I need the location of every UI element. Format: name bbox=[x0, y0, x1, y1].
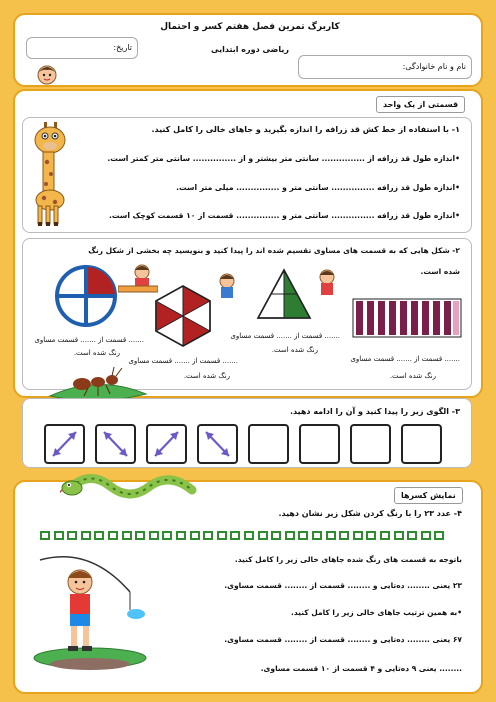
pattern-box-6[interactable] bbox=[299, 424, 340, 464]
pattern-box-7[interactable] bbox=[350, 424, 391, 464]
chain-cell[interactable] bbox=[285, 531, 295, 540]
chain-cell[interactable] bbox=[312, 531, 322, 540]
chain-cell[interactable] bbox=[108, 531, 118, 540]
q2-prompt-line1: ۲- شکل هایی که به قسمت های مساوی تقسیم شده اند را پیدا کنید و بنویسید چه بخشی از شکل رنگ bbox=[88, 246, 460, 255]
chain-cell[interactable] bbox=[135, 531, 145, 540]
chain-cell[interactable] bbox=[122, 531, 132, 540]
q1-prompt: ۱- با استفاده از خط کش قد زرافه را اندازه بگیرید و جاهای خالی را کامل کنید. bbox=[151, 125, 460, 134]
pattern-box-8[interactable] bbox=[401, 424, 442, 464]
caption-1-line2: رنگ شده است. bbox=[73, 349, 120, 357]
q1-line-1: •اندازه طول قد زرافه از ............... سانتی متر بیشتر و از ............... سانتی متر کمتر است. bbox=[107, 154, 460, 163]
pattern-box-2 bbox=[95, 424, 136, 464]
q4-subprompt2: •به همین ترتیب جاهای خالی زیر را کامل کنید. bbox=[291, 608, 462, 617]
q4-line2: ۶۷ یعنی ........ ده‌تایی و ........ قسمت از ........ قسمت مساوی. bbox=[224, 635, 462, 644]
kid-face-illustration bbox=[36, 63, 58, 89]
section1-tag: قسمتی از یک واحد bbox=[376, 96, 465, 113]
chain-cell[interactable] bbox=[366, 531, 376, 540]
chain-cell[interactable] bbox=[434, 531, 444, 540]
chain-cell[interactable] bbox=[298, 531, 308, 540]
chain-cell[interactable] bbox=[271, 531, 281, 540]
caption-2-line1: ....... قسمت از ....... قسمت مساوی bbox=[128, 357, 238, 365]
caption-4-line2: رنگ شده است. bbox=[389, 372, 436, 380]
caption-1-line1: ....... قسمت از ....... قسمت مساوی bbox=[34, 336, 144, 344]
hexagon-shape bbox=[154, 284, 212, 352]
caption-4-line1: ....... قسمت از ....... قسمت مساوی bbox=[350, 355, 460, 363]
chain-cell[interactable] bbox=[176, 531, 186, 540]
chain-cell[interactable] bbox=[380, 531, 390, 540]
q3-prompt: ۳- الگوی زیر را پیدا کنید و آن را ادامه دهید. bbox=[289, 407, 460, 416]
q4-line1: ۲۳ یعنی ........ ده‌تایی و ........ قسمت از ........ قسمت مساوی. bbox=[224, 581, 462, 590]
chain-cell[interactable] bbox=[244, 531, 254, 540]
caption-3-line2: رنگ شده است. bbox=[271, 346, 318, 354]
q4-prompt: ۴- عدد ۲۳ را با رنگ کردن شکل زیر نشان دهید. bbox=[278, 509, 462, 518]
caption-3-line1: ....... قسمت از ....... قسمت مساوی bbox=[230, 332, 340, 340]
chain-cell[interactable] bbox=[203, 531, 213, 540]
chain-cell[interactable] bbox=[339, 531, 349, 540]
snake-illustration bbox=[60, 468, 200, 512]
q1-line-3: •اندازه طول قد زرافه ............... سانتی متر و ............... قسمت از ۱۰ قسمت کوچک است. bbox=[108, 211, 460, 220]
chain-cell[interactable] bbox=[149, 531, 159, 540]
pattern-box-1 bbox=[44, 424, 85, 464]
section2-tag: نمایش کسرها bbox=[394, 487, 463, 504]
chain-cell[interactable] bbox=[40, 531, 50, 540]
chain-cell[interactable] bbox=[230, 531, 240, 540]
chain-cell[interactable] bbox=[353, 531, 363, 540]
chain-cell[interactable] bbox=[54, 531, 64, 540]
chain-cell[interactable] bbox=[190, 531, 200, 540]
worksheet-subtitle: ریاضی دوره ابتدایی bbox=[211, 45, 289, 54]
chain-cell[interactable] bbox=[407, 531, 417, 540]
pattern-box-4 bbox=[197, 424, 238, 464]
pattern-box-5[interactable] bbox=[248, 424, 289, 464]
caption-2-line2: رنگ شده است. bbox=[183, 372, 230, 380]
q4-line3: ........ یعنی ۹ ده‌تایی و ۴ قسمت از ۱۰ قسمت مساوی. bbox=[260, 664, 462, 673]
chain-cell[interactable] bbox=[326, 531, 336, 540]
giraffe-illustration bbox=[24, 120, 72, 232]
fishing-kid-illustration bbox=[30, 552, 170, 676]
circle-shape bbox=[54, 264, 118, 332]
name-label: نام و نام خانوادگی: bbox=[402, 62, 466, 71]
date-label: تاریخ: bbox=[113, 43, 132, 52]
bar-strips-shape bbox=[352, 298, 462, 342]
kid-pointing-illustration bbox=[312, 268, 342, 302]
kid-writing-illustration bbox=[118, 262, 158, 302]
q2-prompt-line2: شده است. bbox=[420, 267, 460, 276]
chain-cell[interactable] bbox=[217, 531, 227, 540]
chain-cell[interactable] bbox=[258, 531, 268, 540]
chain-cell[interactable] bbox=[94, 531, 104, 540]
kid-thinking-illustration bbox=[212, 272, 242, 304]
q4-subprompt: باتوجه به قسمت های رنگ شده جاهای خالی زیر را کامل کنید. bbox=[234, 555, 462, 564]
chain-cell[interactable] bbox=[421, 531, 431, 540]
pattern-box-3 bbox=[146, 424, 187, 464]
chain-cell[interactable] bbox=[67, 531, 77, 540]
q1-line-2: •اندازه طول قد زرافه ............... سانتی متر و ............... میلی متر است. bbox=[176, 183, 460, 192]
chain-cell[interactable] bbox=[81, 531, 91, 540]
chain-cell[interactable] bbox=[162, 531, 172, 540]
triangle-shape bbox=[256, 268, 312, 324]
chain-cell[interactable] bbox=[394, 531, 404, 540]
worksheet-title: کاربرگ تمرین فصل هفتم کسر و احتمال bbox=[160, 22, 340, 32]
